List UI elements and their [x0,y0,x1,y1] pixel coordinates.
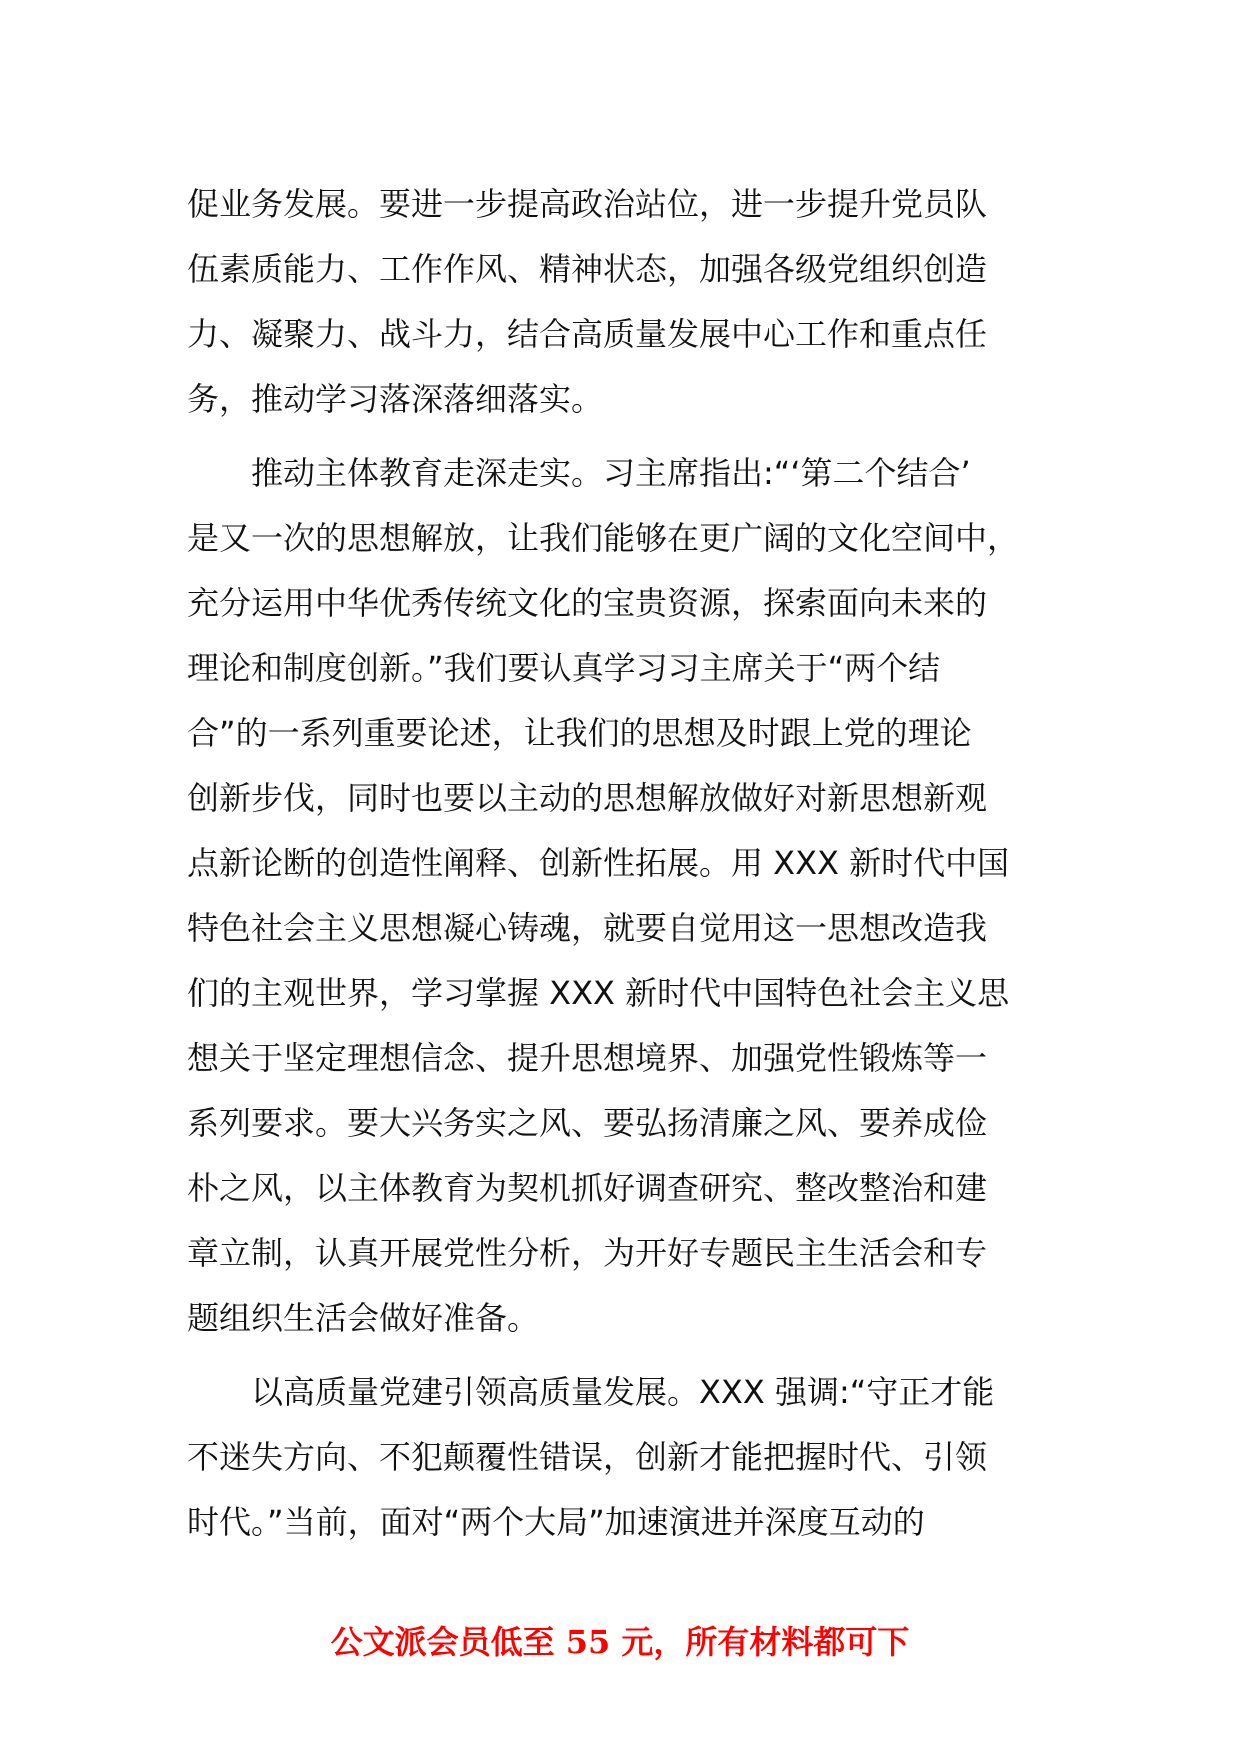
text-line: 理论和制度创新。”我们要认真学习习主席关于“两个结 [187,649,941,687]
text-line: 促业务发展。要进一步提高政治站位，进一步提升党员队 [187,185,988,223]
text-line: 是又一次的思想解放，让我们能够在更广阔的文化空间中， [187,519,1020,557]
text-line: 题组织生活会做好准备。 [187,1299,540,1337]
paragraph-gap [187,432,1057,441]
text-line: 特色社会主义思想凝心铸魂，就要自觉用这一思想改造我 [187,909,988,947]
paragraph-gap [187,1351,1057,1360]
text-line: 创新步伐，同时也要以主动的思想解放做好对新思想新观 [187,779,988,817]
text-line: 时代。”当前，面对“两个大局”加速演进并深度互动的 [187,1503,925,1541]
text-line: 务，推动学习落深落细落实。 [187,380,604,418]
text-line: 章立制，认真开展党性分析，为开好专题民主生活会和专 [187,1234,988,1272]
text-line: 力、凝聚力、战斗力，结合高质量发展中心工作和重点任 [187,315,988,353]
text-line: 以高质量党建引领高质量发展。XXX 强调:“守正才能 [187,1373,995,1411]
text-line: 想关于坚定理想信念、提升思想境界、加强党性锻炼等一 [187,1039,988,1077]
text-line: 朴之风，以主体教育为契机抓好调查研究、整改整治和建 [187,1169,988,1207]
promo-banner: 公文派会员低至 55 元，所有材料都可下 [330,1623,910,1661]
text-line: 合”的一系列重要论述，让我们的思想及时跟上党的理论 [187,714,972,752]
text-line: 充分运用中华优秀传统文化的宝贵资源，探索面向未来的 [187,584,988,622]
document-body [187,172,1057,1555]
text-line: 不迷失方向、不犯颠覆性错误，创新才能把握时代、引领 [187,1438,988,1476]
text-line: 点新论断的创造性阐释、创新性拓展。用 XXX 新时代中国 [187,844,1010,882]
text-line: 们的主观世界，学习掌握 XXX 新时代中国特色社会主义思 [187,974,1010,1012]
text-line: 伍素质能力、工作作风、精神状态，加强各级党组织创造 [187,250,988,288]
text-line: 系列要求。要大兴务实之风、要弘扬清廉之风、要养成俭 [187,1104,988,1142]
text-line: 推动主体教育走深走实。习主席指出:“‘第二个结合’ [187,454,971,492]
